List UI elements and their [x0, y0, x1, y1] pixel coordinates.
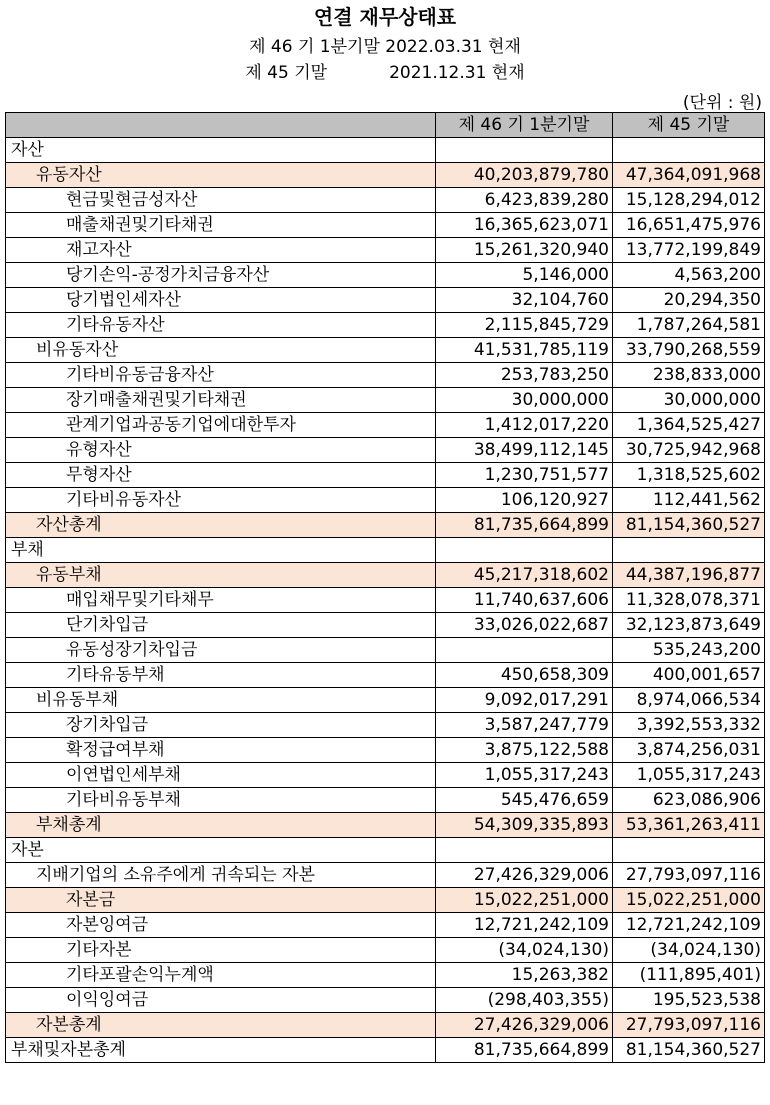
table-row: [6, 888, 765, 913]
table-row: [6, 363, 765, 388]
balance-sheet-table: [5, 112, 765, 1063]
value-current: 106,120,927: [436, 488, 613, 513]
value-previous: 15,128,294,012: [613, 188, 765, 213]
row-label: 비유동부채: [6, 688, 436, 713]
value-previous: 11,328,078,371: [613, 588, 765, 613]
row-label: 장기매출채권및기타채권: [6, 388, 436, 413]
row-label: 부채: [6, 538, 436, 563]
unit-label: (단위 : 원): [682, 93, 762, 113]
row-label: 기타유동자산: [6, 313, 436, 338]
value-current: 16,365,623,071: [436, 213, 613, 238]
table-row: [6, 288, 765, 313]
row-label: 당기법인세자산: [6, 288, 436, 313]
value-current: 27,426,329,006: [436, 863, 613, 888]
value-current: 38,499,112,145: [436, 438, 613, 463]
table-row: [6, 263, 765, 288]
table-row: [6, 313, 765, 338]
value-previous: 33,790,268,559: [613, 338, 765, 363]
period-previous: [0, 58, 770, 83]
table-row: [6, 663, 765, 688]
value-current: 40,203,879,780: [436, 163, 613, 188]
table-row: [6, 1013, 765, 1038]
value-current: [436, 838, 613, 863]
value-previous: 623,086,906: [613, 788, 765, 813]
column-header-previous: 제 45 기말: [613, 113, 765, 138]
table-row: [6, 413, 765, 438]
value-current: (298,403,355): [436, 988, 613, 1013]
value-previous: 27,793,097,116: [613, 1013, 765, 1038]
table-row: [6, 938, 765, 963]
table-body: [6, 138, 765, 1063]
value-current: 81,735,664,899: [436, 513, 613, 538]
table-row: [6, 613, 765, 638]
row-label: 자본금: [6, 888, 436, 913]
value-current: 2,115,845,729: [436, 313, 613, 338]
row-label: 자산총계: [6, 513, 436, 538]
row-label: 이연법인세부채: [6, 763, 436, 788]
row-label: 자본잉여금: [6, 913, 436, 938]
value-current: 33,026,022,687: [436, 613, 613, 638]
row-label: 재고자산: [6, 238, 436, 263]
table-row: [6, 138, 765, 163]
value-current: 1,055,317,243: [436, 763, 613, 788]
value-previous: 1,055,317,243: [613, 763, 765, 788]
value-previous: 112,441,562: [613, 488, 765, 513]
row-label: 유동성장기차입금: [6, 638, 436, 663]
value-current: 15,022,251,000: [436, 888, 613, 913]
table-row: [6, 813, 765, 838]
value-current: 15,263,382: [436, 963, 613, 988]
row-label: 부채총계: [6, 813, 436, 838]
value-previous: 20,294,350: [613, 288, 765, 313]
table-row: [6, 238, 765, 263]
value-previous: 30,000,000: [613, 388, 765, 413]
row-label: 현금및현금성자산: [6, 188, 436, 213]
value-previous: 3,392,553,332: [613, 713, 765, 738]
table-row: [6, 338, 765, 363]
row-label: 유동자산: [6, 163, 436, 188]
table-row: [6, 688, 765, 713]
row-label: 기타비유동금융자산: [6, 363, 436, 388]
table-row: [6, 738, 765, 763]
value-previous: [613, 838, 765, 863]
row-label: 자본: [6, 838, 436, 863]
table-row: [6, 188, 765, 213]
table-row: [6, 513, 765, 538]
value-previous: 30,725,942,968: [613, 438, 765, 463]
value-previous: 27,793,097,116: [613, 863, 765, 888]
table-row: [6, 213, 765, 238]
row-label: 기타유동부채: [6, 663, 436, 688]
value-previous: 1,318,525,602: [613, 463, 765, 488]
value-current: 3,587,247,779: [436, 713, 613, 738]
table-row: [6, 913, 765, 938]
row-label: 유형자산: [6, 438, 436, 463]
row-label: 기타자본: [6, 938, 436, 963]
value-current: 450,658,309: [436, 663, 613, 688]
table-row: [6, 463, 765, 488]
value-previous: 3,874,256,031: [613, 738, 765, 763]
value-previous: 15,022,251,000: [613, 888, 765, 913]
value-current: 15,261,320,940: [436, 238, 613, 263]
table-row: [6, 788, 765, 813]
value-current: 81,735,664,899: [436, 1038, 613, 1063]
table-row: [6, 963, 765, 988]
value-current: 54,309,335,893: [436, 813, 613, 838]
row-label: 무형자산: [6, 463, 436, 488]
row-label: 매입채무및기타채무: [6, 588, 436, 613]
value-previous: 238,833,000: [613, 363, 765, 388]
value-previous: 47,364,091,968: [613, 163, 765, 188]
value-current: 41,531,785,119: [436, 338, 613, 363]
table-row: [6, 438, 765, 463]
row-label: 지배기업의 소유주에게 귀속되는 자본: [6, 863, 436, 888]
table-row: [6, 488, 765, 513]
value-previous: 81,154,360,527: [613, 1038, 765, 1063]
value-previous: 1,364,525,427: [613, 413, 765, 438]
value-previous: [613, 538, 765, 563]
table-row: [6, 563, 765, 588]
value-current: 545,476,659: [436, 788, 613, 813]
period-previous-label: 제 45 기말: [245, 63, 328, 83]
value-current: 5,146,000: [436, 263, 613, 288]
row-label: 자본총계: [6, 1013, 436, 1038]
row-label: 이익잉여금: [6, 988, 436, 1013]
value-previous: [613, 138, 765, 163]
value-current: [436, 138, 613, 163]
value-current: 30,000,000: [436, 388, 613, 413]
value-current: 12,721,242,109: [436, 913, 613, 938]
value-current: 253,783,250: [436, 363, 613, 388]
table-row: [6, 388, 765, 413]
value-current: 1,230,751,577: [436, 463, 613, 488]
value-current: 45,217,318,602: [436, 563, 613, 588]
period-current: 제 46 기 1분기말 2022.03.31 현재: [249, 37, 521, 57]
table-row: [6, 763, 765, 788]
value-previous: 53,361,263,411: [613, 813, 765, 838]
value-previous: 4,563,200: [613, 263, 765, 288]
value-current: 6,423,839,280: [436, 188, 613, 213]
table-row: [6, 838, 765, 863]
value-current: 27,426,329,006: [436, 1013, 613, 1038]
value-previous: 1,787,264,581: [613, 313, 765, 338]
value-current: [436, 538, 613, 563]
value-previous: 44,387,196,877: [613, 563, 765, 588]
row-label: 기타포괄손익누계액: [6, 963, 436, 988]
value-previous: (111,895,401): [613, 963, 765, 988]
row-label: 확정급여부채: [6, 738, 436, 763]
value-previous: 81,154,360,527: [613, 513, 765, 538]
row-label: 매출채권및기타채권: [6, 213, 436, 238]
row-label: 관계기업과공동기업에대한투자: [6, 413, 436, 438]
value-previous: 16,651,475,976: [613, 213, 765, 238]
table-row: [6, 1038, 765, 1063]
value-previous: 32,123,873,649: [613, 613, 765, 638]
table-row: [6, 713, 765, 738]
row-label: 비유동자산: [6, 338, 436, 363]
period-previous-date: 2021.12.31 현재: [389, 63, 525, 83]
table-row: [6, 538, 765, 563]
value-previous: 8,974,066,534: [613, 688, 765, 713]
table-header-row: [6, 113, 765, 138]
row-label: 기타비유동부채: [6, 788, 436, 813]
value-current: 32,104,760: [436, 288, 613, 313]
value-current: [436, 638, 613, 663]
value-current: 3,875,122,588: [436, 738, 613, 763]
table-row: [6, 163, 765, 188]
value-current: 11,740,637,606: [436, 588, 613, 613]
table-row: [6, 588, 765, 613]
value-previous: (34,024,130): [613, 938, 765, 963]
value-previous: 12,721,242,109: [613, 913, 765, 938]
row-label: 부채및자본총계: [6, 1038, 436, 1063]
row-label: 자산: [6, 138, 436, 163]
value-previous: 195,523,538: [613, 988, 765, 1013]
table-row: [6, 638, 765, 663]
value-previous: 13,772,199,849: [613, 238, 765, 263]
row-label: 유동부채: [6, 563, 436, 588]
value-current: 1,412,017,220: [436, 413, 613, 438]
value-current: 9,092,017,291: [436, 688, 613, 713]
statement-title: 연결 재무상태표: [313, 5, 457, 29]
value-previous: 535,243,200: [613, 638, 765, 663]
row-label: 장기차입금: [6, 713, 436, 738]
row-label: 단기차입금: [6, 613, 436, 638]
table-row: [6, 863, 765, 888]
table-row: [6, 988, 765, 1013]
value-current: (34,024,130): [436, 938, 613, 963]
column-header-item: [6, 113, 436, 138]
row-label: 기타비유동자산: [6, 488, 436, 513]
column-header-current: 제 46 기 1분기말: [436, 113, 613, 138]
row-label: 당기손익-공정가치금융자산: [6, 263, 436, 288]
value-previous: 400,001,657: [613, 663, 765, 688]
